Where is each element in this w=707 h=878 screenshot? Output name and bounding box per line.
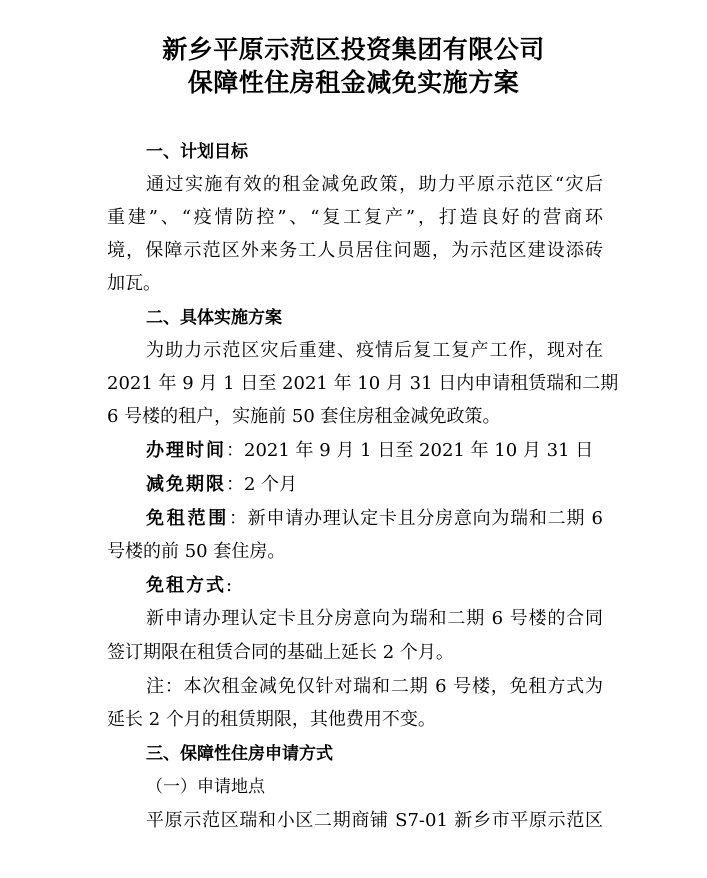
handling-time-value: ：2021 年 9 月 1 日至 2021 年 10 月 31 日 xyxy=(226,440,594,461)
section-1-paragraph-line: 通过实施有效的租金减免政策，助力平原示范区“灾后 xyxy=(146,174,603,195)
rent-free-method-line: 新申请办理认定卡且分房意向为瑞和二期 6 号楼的合同 xyxy=(146,608,603,629)
handling-time-label: 办理时间 xyxy=(146,440,226,461)
note-line: 注：本次租金减免仅针对瑞和二期 6 号楼，免租方式为 xyxy=(146,676,603,697)
rent-free-method-line: 签订期限在租赁合同的基础上延长 2 个月。 xyxy=(107,642,454,663)
section-3-paragraph-line: 平原示范区瑞和小区二期商铺 S7-01 新乡市平原示范区 xyxy=(146,810,603,831)
section-3-sub-heading: （一）申请地点 xyxy=(146,777,265,797)
section-2-heading: 二、具体实施方案 xyxy=(146,308,282,328)
section-1-paragraph-line: 境，保障示范区外来务工人员居住问题，为示范区建设添砖 xyxy=(107,240,603,261)
rent-free-method-row xyxy=(146,575,232,597)
rent-free-scope-continuation: 号楼的前 50 套住房。 xyxy=(107,541,286,562)
section-2-paragraph-line: 为助力示范区灾后重建、疫情后复工复产工作，现对在 xyxy=(146,340,603,361)
rent-free-method-colon: : xyxy=(226,575,233,596)
section-3-heading: 三、保障性住房申请方式 xyxy=(146,744,333,764)
section-2-paragraph-line: 2021 年 9 月 1 日至 2021 年 10 月 31 日内申请租赁瑞和二期 xyxy=(107,373,619,394)
reduction-period-row xyxy=(146,474,297,496)
reduction-period-value: ：2 个月 xyxy=(226,474,298,495)
document-title-line-2: 保障性住房租金减免实施方案 xyxy=(187,68,520,97)
note-line: 延长 2 个月的租赁期限，其他费用不变。 xyxy=(107,709,436,730)
section-1-heading: 一、计划目标 xyxy=(146,142,248,162)
rent-free-scope-row xyxy=(146,508,603,530)
section-1-paragraph-line: 加瓦。 xyxy=(107,273,161,294)
document-title-line-1: 新乡平原示范区投资集团有限公司 xyxy=(162,35,545,64)
section-2-paragraph-line: 6 号楼的租户，实施前 50 套住房租金减免政策。 xyxy=(107,406,501,427)
rent-free-scope-value: ：新申请办理认定卡且分房意向为瑞和二期 6 xyxy=(228,508,604,529)
rent-free-scope-label: 免租范围 xyxy=(146,508,229,529)
rent-free-method-label: 免租方式 xyxy=(146,575,226,596)
handling-time-row xyxy=(146,440,593,462)
reduction-period-label: 减免期限 xyxy=(146,474,226,495)
section-1-paragraph-line: 重建”、“疫情防控”、“复工复产”，打造良好的营商环 xyxy=(107,207,603,228)
